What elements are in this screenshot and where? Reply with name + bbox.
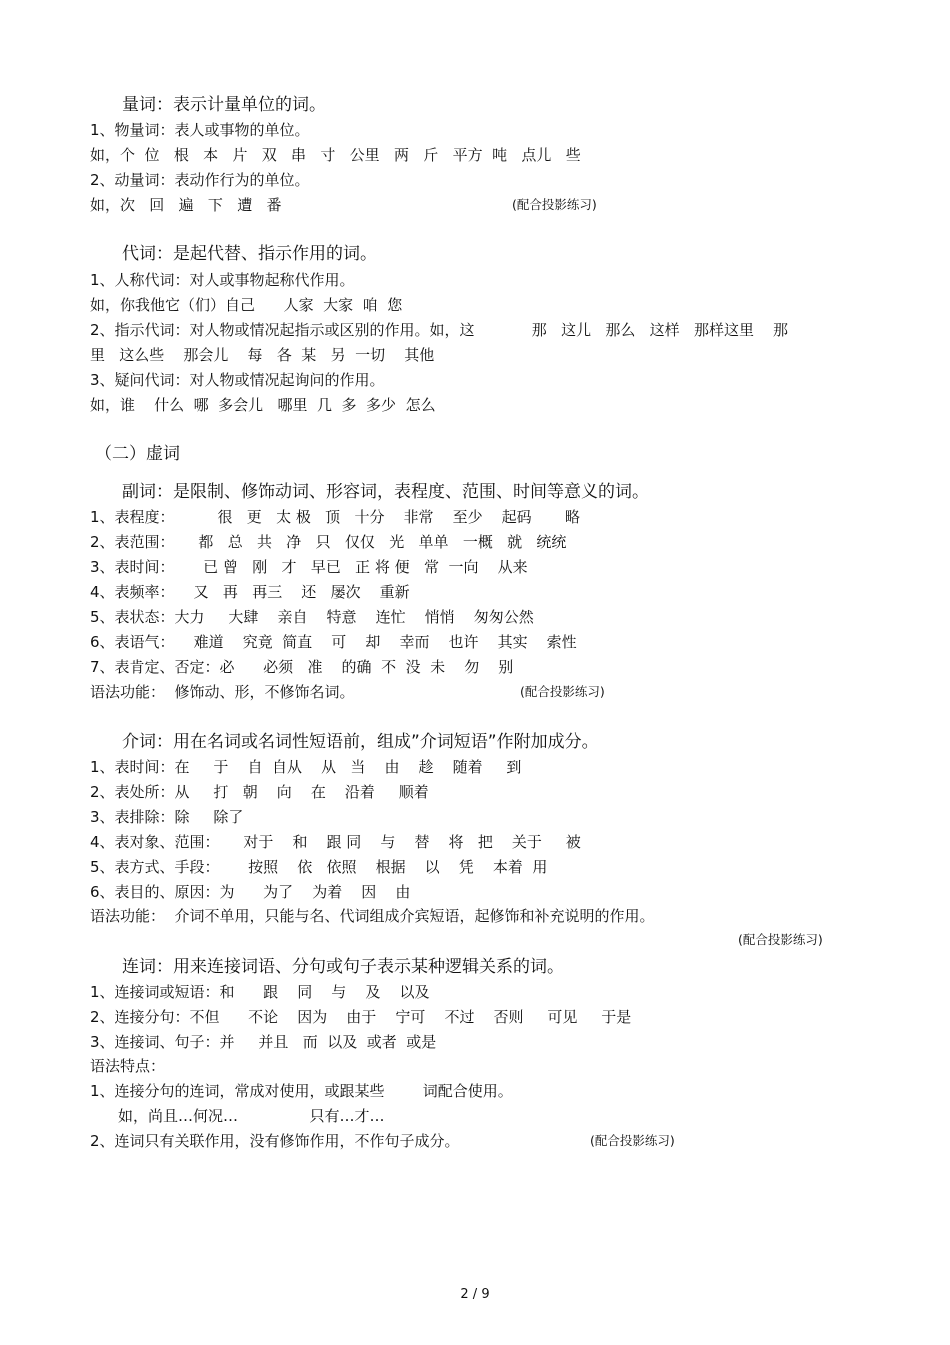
text-line: 3、连接词、句子：并 并且 而 以及 或者 或是 [90, 1033, 437, 1051]
text-line: 如，你我他它（们）自己 人家 大家 咱 您 [90, 296, 403, 314]
liangci-heading: 量词：表示计量单位的词。 [122, 95, 326, 115]
text-line: 3、疑问代词：对人物或情况起询问的作用。 [90, 371, 385, 389]
lianci-heading: 连词：用来连接词语、分句或句子表示某种逻辑关系的词。 [122, 957, 564, 977]
text-line: 6、表语气： 难道 究竟 简直 可 却 幸而 也许 其实 索性 [90, 633, 577, 651]
text-line: 3、表时间： 已 曾 刚 才 早已 正 将 便 常 一向 从来 [90, 558, 528, 576]
text-line: 语法功能： 修饰动、形，不修饰名词。 [90, 683, 355, 701]
text-line: 6、表目的、原因：为 为了 为着 因 由 [90, 883, 411, 901]
text-line: 2、表范围： 都 总 共 净 只 仅仅 光 单单 一概 就 统统 [90, 533, 567, 551]
text-line: 1、人称代词：对人或事物起称代作用。 [90, 271, 355, 289]
practice-note: (配合投影练习) [590, 1133, 675, 1148]
text-line: 2、动量词：表动作行为的单位。 [90, 171, 310, 189]
text-line: 3、表排除：除 除了 [90, 808, 244, 826]
jieci-heading: 介词：用在名词或名词性短语前，组成”介词短语”作附加成分。 [122, 732, 599, 752]
text-line: 1、连接词或短语：和 跟 同 与 及 以及 [90, 983, 430, 1001]
text-line: 1、连接分句的连词，常成对使用，或跟某些 词配合使用。 [90, 1082, 513, 1100]
text-line: 如，尚且…何况… 只有…才… [118, 1107, 385, 1125]
text-line: 2、指示代词：对人物或情况起指示或区别的作用。如，这 那 这儿 那么 这样 那样这里 那 [90, 321, 789, 339]
text-line: 5、表状态：大力 大肆 亲自 特意 连忙 悄悄 匆匆公然 [90, 608, 534, 626]
practice-note: (配合投影练习) [520, 684, 605, 699]
text-line: 2、连接分句：不但 不论 因为 由于 宁可 不过 否则 可见 于是 [90, 1008, 632, 1026]
section-heading: （二）虚词 [95, 444, 180, 464]
text-line: 语法功能： 介词不单用，只能与名、代词组成介宾短语，起修饰和补充说明的作用。 [90, 907, 655, 925]
text-line: 语法特点： [90, 1057, 166, 1075]
text-line: 1、表时间：在 于 自 自从 从 当 由 趁 随着 到 [90, 758, 522, 776]
text-line: 如，个 位 根 本 片 双 串 寸 公里 两 斤 平方 吨 点儿 些 [90, 146, 581, 164]
practice-note: (配合投影练习) [512, 197, 597, 212]
text-line: 里 这么些 那会儿 每 各 某 另 一切 其他 [90, 346, 435, 364]
text-line: 1、表程度： 很 更 太 极 顶 十分 非常 至少 起码 略 [90, 508, 581, 526]
fuci-heading: 副词：是限制、修饰动词、形容词，表程度、范围、时间等意义的词。 [122, 482, 649, 502]
text-line: 如，次 回 遍 下 遭 番 [90, 196, 282, 214]
daici-heading: 代词：是起代替、指示作用的词。 [122, 244, 377, 264]
practice-note: (配合投影练习) [738, 932, 823, 947]
text-line: 4、表频率： 又 再 再三 还 屡次 重新 [90, 583, 410, 601]
text-line: 7、表肯定、否定：必 必须 准 的确 不 没 未 勿 别 [90, 658, 514, 676]
text-line: 2、连词只有关联作用，没有修饰作用，不作句子成分。 [90, 1132, 460, 1150]
text-line: 如，谁 什么 哪 多会儿 哪里 几 多 多少 怎么 [90, 396, 436, 414]
page-number: 2 / 9 [460, 1287, 490, 1302]
text-line: 1、物量词：表人或事物的单位。 [90, 121, 310, 139]
text-line: 2、表处所：从 打 朝 向 在 沿着 顺着 [90, 783, 429, 801]
text-line: 5、表方式、手段： 按照 依 依照 根据 以 凭 本着 用 [90, 858, 548, 876]
text-line: 4、表对象、范围： 对于 和 跟 同 与 替 将 把 关于 被 [90, 833, 581, 851]
